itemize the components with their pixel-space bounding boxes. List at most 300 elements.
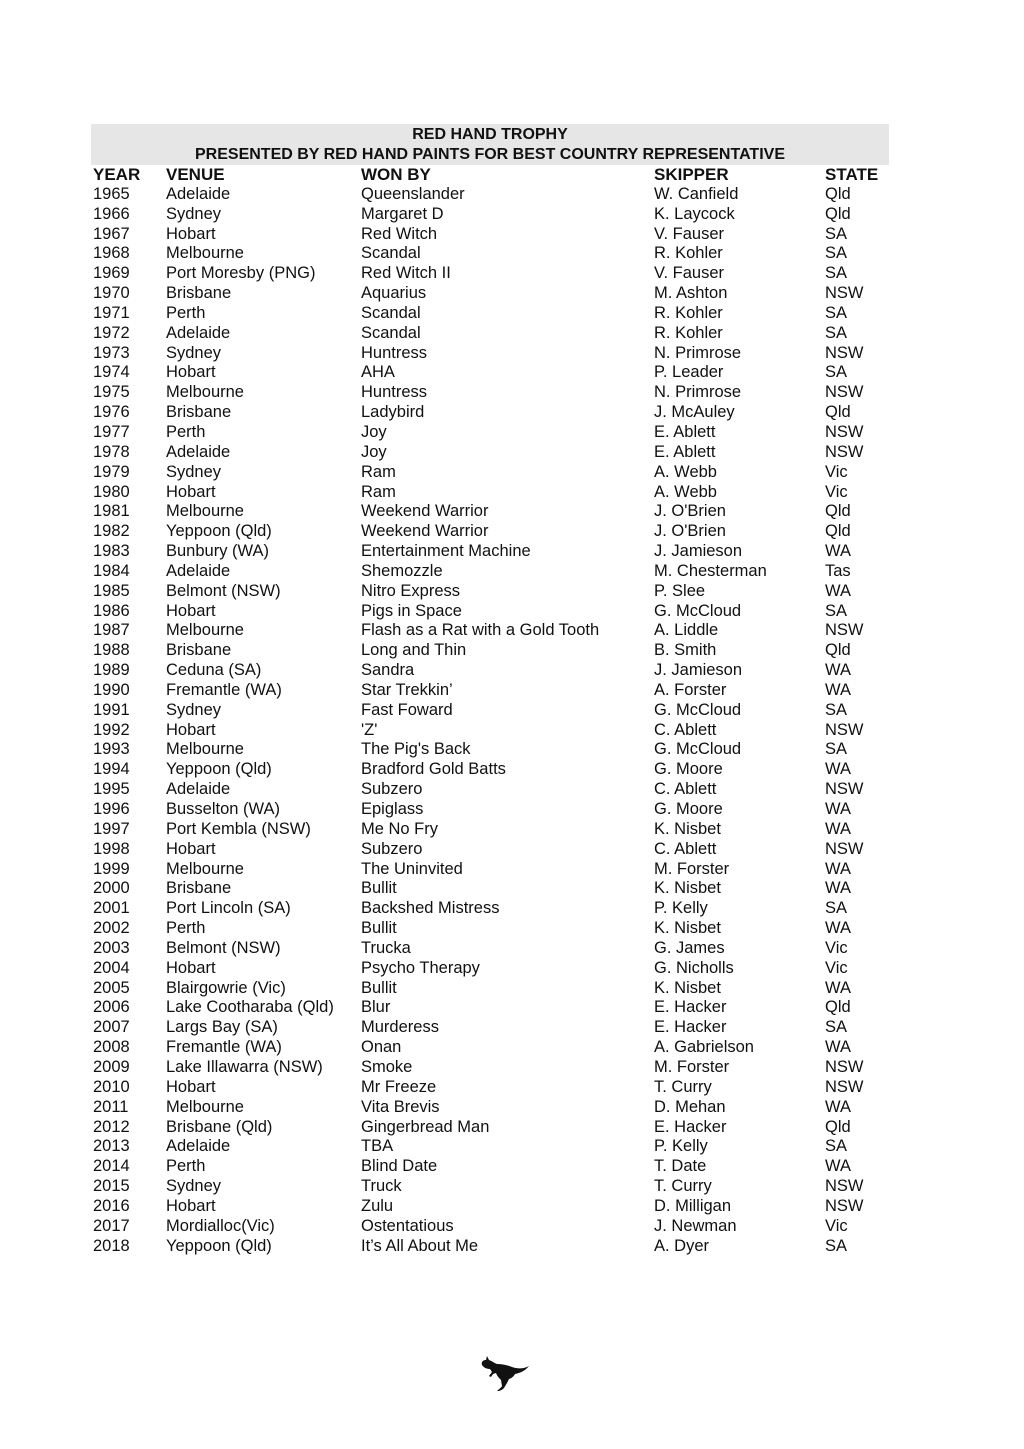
skipper-cell: A. Gabrielson [654, 1038, 754, 1057]
skipper-cell: T. Curry [654, 1077, 712, 1096]
skipper-cell: J. O'Brien [654, 522, 726, 541]
won-by-cell: Weekend Warrior [361, 502, 489, 521]
won-by-cell: Flash as a Rat with a Gold Tooth [361, 621, 600, 640]
venue-cell: Adelaide [166, 780, 231, 799]
skipper-cell: A. Webb [654, 462, 717, 481]
results-table [91, 165, 889, 1256]
year-cell: 1967 [93, 224, 130, 243]
state-cell: SA [825, 1018, 848, 1037]
table-row [91, 1018, 889, 1038]
won-by-cell: Blind Date [361, 1157, 438, 1176]
venue-cell: Blairgowrie (Vic) [166, 978, 286, 997]
won-by-cell: TBA [361, 1137, 394, 1156]
venue-cell: Port Kembla (NSW) [166, 819, 311, 838]
won-by-cell: Onan [361, 1038, 402, 1057]
won-by-cell: Queenslander [361, 184, 465, 203]
skipper-cell: V. Fauser [654, 224, 725, 243]
year-cell: 1979 [93, 462, 130, 481]
year-cell: 2003 [93, 938, 130, 957]
venue-cell: Sydney [166, 204, 222, 223]
venue-cell: Brisbane [166, 284, 232, 303]
skipper-cell: D. Milligan [654, 1196, 732, 1215]
table-row [91, 562, 889, 582]
table-row [91, 244, 889, 264]
skipper-cell: P. Kelly [654, 1137, 708, 1156]
venue-cell: Sydney [166, 1177, 222, 1196]
skipper-cell: K. Nisbet [654, 879, 721, 898]
venue-cell: Perth [166, 303, 206, 322]
table-row [91, 1078, 889, 1098]
table-row [91, 225, 889, 245]
state-cell: WA [825, 1157, 851, 1176]
table-row [91, 959, 889, 979]
venue-cell: Largs Bay (SA) [166, 1018, 278, 1037]
skipper-cell: A. Webb [654, 482, 717, 501]
table-row [91, 1217, 889, 1237]
skipper-cell: T. Curry [654, 1177, 712, 1196]
year-cell: 1984 [93, 561, 130, 580]
skipper-cell: R. Kohler [654, 244, 723, 263]
year-cell: 2018 [93, 1236, 130, 1255]
won-by-cell: Ram [361, 462, 396, 481]
year-cell: 1997 [93, 819, 130, 838]
venue-cell: Lake Illawarra (NSW) [166, 1057, 323, 1076]
skipper-cell: J. Jamieson [654, 542, 743, 561]
year-cell: 1990 [93, 680, 130, 699]
table-row [91, 721, 889, 741]
won-by-cell: The Uninvited [361, 859, 463, 878]
state-cell: NSW [825, 839, 864, 858]
state-cell: Qld [825, 998, 851, 1017]
year-cell: 1983 [93, 542, 130, 561]
won-by-cell: Shemozzle [361, 561, 443, 580]
state-cell: Qld [825, 641, 851, 660]
state-cell: SA [825, 1137, 848, 1156]
table-row [91, 1137, 889, 1157]
venue-cell: Adelaide [166, 561, 231, 580]
year-cell: 1992 [93, 720, 130, 739]
won-by-cell: Trucka [361, 938, 411, 957]
table-row [91, 502, 889, 522]
state-cell: WA [825, 680, 851, 699]
table-row [91, 582, 889, 602]
state-cell: Vic [825, 938, 848, 957]
won-by-cell: Weekend Warrior [361, 522, 489, 541]
year-cell: 1991 [93, 700, 130, 719]
table-row [91, 483, 889, 503]
venue-cell: Hobart [166, 1077, 216, 1096]
state-cell: NSW [825, 343, 864, 362]
table-header-row [91, 165, 889, 185]
won-by-cell: Pigs in Space [361, 601, 462, 620]
table-row [91, 641, 889, 661]
column-header-venue: VENUE [166, 165, 225, 184]
table-row [91, 939, 889, 959]
table-row [91, 1197, 889, 1217]
column-header-state: STATE [825, 165, 879, 184]
table-row [91, 344, 889, 364]
won-by-cell: Ostentatious [361, 1216, 454, 1235]
table-row [91, 1098, 889, 1118]
venue-cell: Melbourne [166, 383, 244, 402]
skipper-cell: K. Nisbet [654, 819, 721, 838]
state-cell: WA [825, 819, 851, 838]
state-cell: Vic [825, 1216, 848, 1235]
table-row [91, 840, 889, 860]
state-cell: NSW [825, 442, 864, 461]
won-by-cell: Me No Fry [361, 819, 439, 838]
skipper-cell: G. Moore [654, 800, 723, 818]
venue-cell: Brisbane (Qld) [166, 1117, 273, 1136]
skipper-cell: P. Kelly [654, 899, 708, 918]
venue-cell: Hobart [166, 720, 216, 739]
year-cell: 2010 [93, 1077, 130, 1096]
table-row [91, 879, 889, 899]
state-cell: Qld [825, 403, 851, 422]
table-row [91, 780, 889, 800]
table-row [91, 998, 889, 1018]
skipper-cell: E. Hacker [654, 998, 727, 1017]
won-by-cell: Fast Foward [361, 700, 453, 719]
won-by-cell: Red Witch [361, 224, 438, 243]
year-cell: 2001 [93, 899, 130, 918]
state-cell: NSW [825, 720, 864, 739]
venue-cell: Sydney [166, 462, 222, 481]
state-cell: SA [825, 1236, 848, 1255]
table-row [91, 185, 889, 205]
table-row [91, 701, 889, 721]
table-row [91, 423, 889, 443]
year-cell: 1970 [93, 284, 130, 303]
year-cell: 1976 [93, 403, 130, 422]
table-row [91, 740, 889, 760]
state-cell: Qld [825, 204, 851, 223]
venue-cell: Perth [166, 422, 206, 441]
state-cell: NSW [825, 383, 864, 402]
table-row [91, 760, 889, 780]
skipper-cell: D. Mehan [654, 1097, 726, 1116]
kangaroo-icon [474, 1352, 530, 1392]
venue-cell: Adelaide [166, 323, 231, 342]
venue-cell: Belmont (NSW) [166, 938, 281, 957]
year-cell: 1965 [93, 184, 130, 203]
venue-cell: Yeppoon (Qld) [166, 760, 272, 779]
won-by-cell: Psycho Therapy [361, 958, 480, 977]
state-cell: WA [825, 1097, 851, 1116]
column-header-won-by: WON BY [361, 165, 431, 184]
skipper-cell: K. Nisbet [654, 978, 721, 997]
state-cell: SA [825, 323, 848, 342]
table-body [91, 185, 889, 1257]
state-cell: Vic [825, 462, 848, 481]
skipper-cell: G. James [654, 938, 725, 957]
table-row [91, 860, 889, 880]
state-cell: WA [825, 859, 851, 878]
venue-cell: Hobart [166, 958, 216, 977]
table-row [91, 1177, 889, 1197]
year-cell: 1981 [93, 502, 130, 521]
state-cell: NSW [825, 422, 864, 441]
skipper-cell: E. Ablett [654, 442, 716, 461]
page-title: RED HAND TROPHY [412, 126, 568, 143]
skipper-cell: P. Leader [654, 363, 724, 382]
state-cell: WA [825, 661, 851, 680]
state-cell: NSW [825, 1177, 864, 1196]
venue-cell: Hobart [166, 601, 216, 620]
venue-cell: Perth [166, 919, 206, 938]
year-cell: 2013 [93, 1137, 130, 1156]
won-by-cell: Truck [361, 1177, 402, 1196]
skipper-cell: M. Forster [654, 859, 730, 878]
won-by-cell: Ladybird [361, 403, 425, 422]
trophy-document [91, 124, 889, 1256]
table-row [91, 820, 889, 840]
table-row [91, 1118, 889, 1138]
table-row [91, 264, 889, 284]
venue-cell: Busselton (WA) [166, 800, 281, 818]
skipper-cell: A. Liddle [654, 621, 719, 640]
state-cell: Vic [825, 482, 848, 501]
state-cell: SA [825, 601, 848, 620]
venue-cell: Port Moresby (PNG) [166, 264, 316, 283]
skipper-cell: P. Slee [654, 581, 706, 600]
table-row [91, 1038, 889, 1058]
year-cell: 1993 [93, 740, 130, 759]
won-by-cell: Bradford Gold Batts [361, 760, 506, 779]
year-cell: 2000 [93, 879, 130, 898]
year-cell: 2006 [93, 998, 130, 1017]
table-row [91, 661, 889, 681]
year-cell: 2012 [93, 1117, 130, 1136]
won-by-cell: Ram [361, 482, 396, 501]
skipper-cell: C. Ablett [654, 720, 717, 739]
skipper-cell: N. Primrose [654, 383, 742, 402]
skipper-cell: J. O'Brien [654, 502, 726, 521]
venue-cell: Hobart [166, 839, 216, 858]
year-cell: 1996 [93, 800, 130, 818]
skipper-cell: R. Kohler [654, 323, 723, 342]
year-cell: 1977 [93, 422, 130, 441]
venue-cell: Fremantle (WA) [166, 680, 282, 699]
table-row [91, 403, 889, 423]
state-cell: Vic [825, 958, 848, 977]
state-cell: SA [825, 899, 848, 918]
state-cell: Qld [825, 522, 851, 541]
skipper-cell: G. McCloud [654, 601, 742, 620]
table-row [91, 800, 889, 820]
won-by-cell: Aquarius [361, 284, 427, 303]
state-cell: WA [825, 978, 851, 997]
year-cell: 1987 [93, 621, 130, 640]
won-by-cell: Long and Thin [361, 641, 467, 660]
won-by-cell: Subzero [361, 780, 423, 799]
venue-cell: Hobart [166, 482, 216, 501]
state-cell: NSW [825, 1077, 864, 1096]
year-cell: 2011 [93, 1097, 129, 1116]
state-cell: Qld [825, 502, 851, 521]
table-row [91, 681, 889, 701]
venue-cell: Port Lincoln (SA) [166, 899, 291, 918]
venue-cell: Ceduna (SA) [166, 661, 262, 680]
year-cell: 2005 [93, 978, 130, 997]
title-band [91, 124, 889, 165]
won-by-cell: Epiglass [361, 800, 424, 818]
won-by-cell: Bullit [361, 919, 397, 938]
year-cell: 1978 [93, 442, 130, 461]
table-row [91, 443, 889, 463]
table-row [91, 919, 889, 939]
won-by-cell: Joy [361, 442, 387, 461]
won-by-cell: It’s All About Me [361, 1236, 479, 1255]
skipper-cell: T. Date [654, 1157, 707, 1176]
year-cell: 1972 [93, 323, 130, 342]
year-cell: 2002 [93, 919, 130, 938]
state-cell: WA [825, 919, 851, 938]
table-row [91, 304, 889, 324]
won-by-cell: Entertainment Machine [361, 542, 531, 561]
state-cell: SA [825, 740, 848, 759]
won-by-cell: Backshed Mistress [361, 899, 500, 918]
venue-cell: Sydney [166, 343, 222, 362]
venue-cell: Adelaide [166, 442, 231, 461]
table-row [91, 979, 889, 999]
skipper-cell: J. Newman [654, 1216, 737, 1235]
venue-cell: Hobart [166, 363, 216, 382]
skipper-cell: M. Ashton [654, 284, 728, 303]
year-cell: 1989 [93, 661, 130, 680]
won-by-cell: Star Trekkin’ [361, 680, 453, 699]
won-by-cell: AHA [361, 363, 395, 382]
year-cell: 1980 [93, 482, 130, 501]
state-cell: WA [825, 542, 851, 561]
table-row [91, 324, 889, 344]
venue-cell: Mordialloc(Vic) [166, 1216, 275, 1235]
venue-cell: Hobart [166, 224, 216, 243]
state-cell: Tas [825, 561, 851, 580]
won-by-cell: Gingerbread Man [361, 1117, 490, 1136]
state-cell: NSW [825, 284, 864, 303]
table-row [91, 522, 889, 542]
won-by-cell: Subzero [361, 839, 423, 858]
year-cell: 2004 [93, 958, 130, 977]
won-by-cell: The Pig's Back [361, 740, 471, 759]
state-cell: Qld [825, 1117, 851, 1136]
year-cell: 1971 [93, 303, 130, 322]
skipper-cell: N. Primrose [654, 343, 742, 362]
won-by-cell: Joy [361, 422, 387, 441]
won-by-cell: Huntress [361, 383, 428, 402]
state-cell: SA [825, 224, 848, 243]
state-cell: WA [825, 581, 851, 600]
venue-cell: Melbourne [166, 859, 244, 878]
table-row [91, 1157, 889, 1177]
table-row [91, 1237, 889, 1257]
venue-cell: Adelaide [166, 1137, 231, 1156]
state-cell: Qld [825, 184, 851, 203]
year-cell: 2009 [93, 1057, 130, 1076]
won-by-cell: Nitro Express [361, 581, 461, 600]
state-cell: SA [825, 700, 848, 719]
skipper-cell: J. McAuley [654, 403, 735, 422]
year-cell: 2014 [93, 1157, 130, 1176]
won-by-cell: Zulu [361, 1196, 394, 1215]
year-cell: 2007 [93, 1018, 130, 1037]
year-cell: 1969 [93, 264, 130, 283]
table-row [91, 383, 889, 403]
state-cell: NSW [825, 621, 864, 640]
venue-cell: Adelaide [166, 184, 231, 203]
year-cell: 1986 [93, 601, 130, 620]
column-header-skipper: SKIPPER [654, 165, 729, 184]
won-by-cell: Vita Brevis [361, 1097, 440, 1116]
page-subtitle: PRESENTED BY RED HAND PAINTS FOR BEST COUNTRY REPRESENTATIVE [195, 146, 785, 163]
skipper-cell: M. Forster [654, 1057, 730, 1076]
won-by-cell: Huntress [361, 343, 428, 362]
state-cell: WA [825, 800, 851, 818]
skipper-cell: V. Fauser [654, 264, 725, 283]
state-cell: NSW [825, 1196, 864, 1215]
skipper-cell: G. McCloud [654, 700, 742, 719]
skipper-cell: C. Ablett [654, 780, 717, 799]
skipper-cell: G. Nicholls [654, 958, 734, 977]
skipper-cell: A. Forster [654, 680, 727, 699]
venue-cell: Melbourne [166, 740, 244, 759]
state-cell: WA [825, 879, 851, 898]
year-cell: 2015 [93, 1177, 130, 1196]
table-row [91, 602, 889, 622]
skipper-cell: J. Jamieson [654, 661, 743, 680]
state-cell: NSW [825, 780, 864, 799]
venue-cell: Hobart [166, 1196, 216, 1215]
won-by-cell: Sandra [361, 661, 415, 680]
won-by-cell: 'Z' [361, 720, 378, 739]
venue-cell: Melbourne [166, 1097, 244, 1116]
table-row [91, 899, 889, 919]
year-cell: 1995 [93, 780, 130, 799]
year-cell: 2008 [93, 1038, 130, 1057]
state-cell: WA [825, 760, 851, 779]
venue-cell: Yeppoon (Qld) [166, 522, 272, 541]
venue-cell: Brisbane [166, 641, 232, 660]
skipper-cell: E. Hacker [654, 1018, 727, 1037]
won-by-cell: Bullit [361, 879, 397, 898]
won-by-cell: Scandal [361, 323, 421, 342]
venue-cell: Yeppoon (Qld) [166, 1236, 272, 1255]
won-by-cell: Blur [361, 998, 391, 1017]
year-cell: 1999 [93, 859, 130, 878]
skipper-cell: W. Canfield [654, 184, 739, 203]
year-cell: 1985 [93, 581, 130, 600]
year-cell: 2016 [93, 1196, 130, 1215]
year-cell: 1982 [93, 522, 130, 541]
year-cell: 1975 [93, 383, 130, 402]
won-by-cell: Margaret D [361, 204, 444, 223]
state-cell: SA [825, 303, 848, 322]
venue-cell: Belmont (NSW) [166, 581, 281, 600]
venue-cell: Sydney [166, 700, 222, 719]
table-row [91, 1058, 889, 1078]
venue-cell: Melbourne [166, 621, 244, 640]
skipper-cell: K. Nisbet [654, 919, 721, 938]
won-by-cell: Red Witch II [361, 264, 451, 283]
state-cell: NSW [825, 1057, 864, 1076]
won-by-cell: Smoke [361, 1057, 413, 1076]
venue-cell: Lake Cootharaba (Qld) [166, 998, 334, 1017]
skipper-cell: E. Ablett [654, 422, 716, 441]
state-cell: SA [825, 363, 848, 382]
skipper-cell: M. Chesterman [654, 561, 767, 580]
year-cell: 1966 [93, 204, 130, 223]
